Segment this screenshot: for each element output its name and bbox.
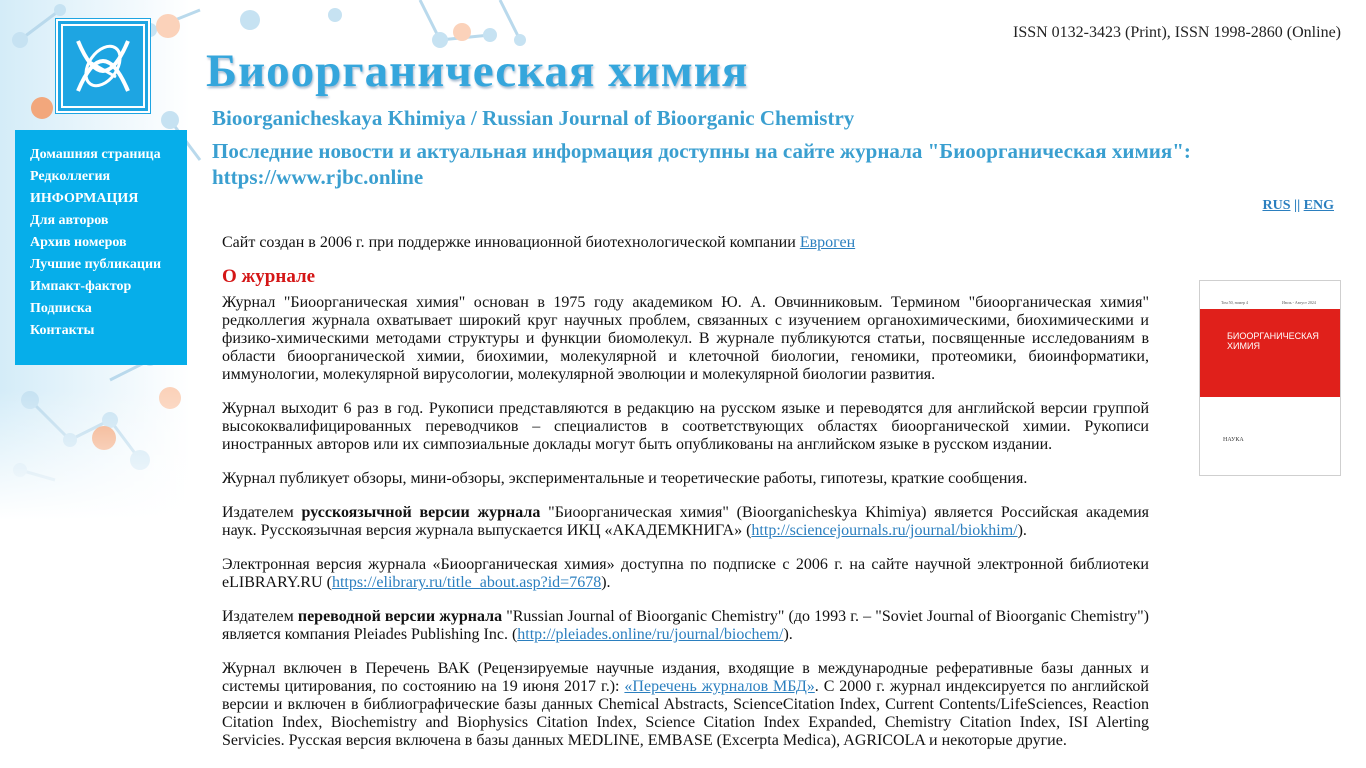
- p4-text-c: "Биоорганическая химия" (Bioorganicheskya Khimiya) является Российская академия наук. Русскоязычная версия журнала выпускается ИКЦ «АКАДЕМКНИГА» (: [222, 504, 1150, 539]
- cover-date: Июль - Август 2024: [1282, 300, 1316, 305]
- journal-announcement: Последние новости и актуальная информация доступны на сайте журнала "Биоорганическая химия": https://www.rjbc.online: [212, 139, 1191, 189]
- p7-text-b: . С 2000 г. журнал индексируется по английской версии и включен в библиографические базы данных Chemical Abstracts, ScienceCitation Index, Current Contents/LifeSciences, Reaction Citation Index, Biochemistry and Biophysics Citation Index, Science Citation Index Expanded, Chemistry Citation Index, ISI Alerting Servicies. Русская версия включена в базы данных MEDLINE, EMBASE (Excerpta Medica), AGRICOLA и некоторые другие.: [222, 678, 1149, 749]
- p4-text-a: Издателем: [222, 504, 302, 521]
- lang-separator: ||: [1293, 198, 1301, 213]
- intro-text: [222, 234, 1149, 252]
- logo-emblem-icon: [58, 21, 148, 111]
- cover-red-band: [1200, 309, 1340, 397]
- lang-eng-link[interactable]: ENG: [1303, 198, 1334, 213]
- issn-info: ISSN 0132-3423 (Print), ISSN 1998-2860 (Online): [1013, 24, 1341, 41]
- sidebar-item-home[interactable]: Домашняя страница: [30, 147, 161, 162]
- sidebar-item-information[interactable]: ИНФОРМАЦИЯ: [30, 191, 139, 206]
- p4-text-d: ).: [1017, 522, 1027, 539]
- about-paragraph-3: Журнал публикует обзоры, мини-обзоры, экспериментальные и теоретические работы, гипотезы, краткие сообщения.: [222, 470, 1028, 487]
- cover-title: БИООРГАНИЧЕСКАЯ ХИМИЯ: [1227, 331, 1319, 351]
- about-paragraph-1: Журнал "Биоорганическая химия" основан в 1975 году академиком Ю. А. Овчинниковым. Термином "биоорганическая химия" редколлегия журнала охватывает широкий круг научных проблем, связанных с изучением органохимическими, биохимическими и физико-химическими методами структуры и функции биомолекул. В журнале публикуются статьи, посвященные исследованиям в области биоорганической химии, биохимии, молекулярной и клеточной биологии, геномики, протеомики, биоинформатики, иммунологии, молекулярной вирусологии, молекулярной эволюции и молекулярной биологии развития.: [222, 294, 1149, 383]
- sidebar-item-for-authors[interactable]: Для авторов: [30, 213, 109, 228]
- p4-bold: русскоязычной версии журнала: [301, 504, 541, 521]
- language-switcher: [1262, 198, 1334, 214]
- cover-issue: Том 50, номер 4: [1221, 300, 1248, 305]
- p6-text-d: ).: [783, 626, 793, 643]
- main-content: [222, 234, 1149, 766]
- elibrary-link[interactable]: https://elibrary.ru/title_about.asp?id=7678: [331, 574, 602, 591]
- journal-subtitle-en: Bioorganicheskaya Khimiya / Russian Journal of Bioorganic Chemistry: [212, 106, 855, 130]
- sidebar-menu: [15, 130, 187, 365]
- p6-text-c: "Russian Journal of Bioorganic Chemistry" (до 1993 г. – "Soviet Journal of Bioorganic Chemistry") является компания Pleiades Publishing Inc. (: [222, 608, 1150, 643]
- about-paragraph-5: [222, 556, 1149, 592]
- pleiades-link[interactable]: http://pleiades.online/ru/journal/biochem/: [517, 626, 784, 643]
- sciencejournals-link[interactable]: http://sciencejournals.ru/journal/biokhim/: [751, 522, 1018, 539]
- p6-text-a: Издателем: [222, 608, 298, 625]
- lang-rus-link[interactable]: RUS: [1262, 198, 1291, 213]
- about-heading: О журнале: [222, 266, 316, 287]
- sidebar-item-archive[interactable]: Архив номеров: [30, 235, 127, 250]
- sidebar-item-impact-factor[interactable]: Импакт-фактор: [30, 279, 132, 294]
- about-paragraph-2: Журнал выходит 6 раз в год. Рукописи представляются в редакцию на русском языке и переводятся для английской версии группой высококвалифицированных переводчиков – специалистов в соответствующих областях биоорганической химии. Рукописи иностранных авторов или их симпозиальные доклады могут быть опубликованы на английском языке в русском издании.: [222, 400, 1149, 453]
- journal-logo[interactable]: [56, 19, 150, 113]
- p5-text-a: Электронная версия журнала «Биоорганическая химия» доступна по подписке с 2006 г. на сайте научной электронной библиотеки eLIBRARY.RU (: [222, 556, 1149, 591]
- sidebar-item-contacts[interactable]: Контакты: [30, 323, 95, 338]
- sidebar-item-best-publications[interactable]: Лучшие публикации: [30, 257, 162, 272]
- about-paragraph-7: [222, 660, 1149, 750]
- intro-label: Сайт создан в 2006 г. при поддержке инновационной биотехнологической компании: [222, 234, 800, 251]
- p7-text-a: Журнал включен в Перечень ВАК (Рецензируемые научные издания, входящие в международные реферативные базы данных и системы цитирования, по состоянию на 19 июня 2017 г.):: [222, 660, 1149, 695]
- sidebar-item-subscription[interactable]: Подписка: [30, 301, 92, 316]
- page-title: Биоорганическая химия: [206, 45, 749, 97]
- cover-publisher: НАУКА: [1223, 437, 1244, 443]
- about-paragraph-6: [222, 608, 1149, 644]
- sidebar-item-editorial-board[interactable]: Редколлегия: [30, 169, 111, 184]
- p5-text-b: ).: [601, 574, 611, 591]
- about-paragraph-4: [222, 504, 1149, 540]
- journal-cover-image[interactable]: [1199, 280, 1341, 476]
- mbd-list-link[interactable]: «Перечень журналов МБД»: [624, 678, 815, 695]
- p6-bold: переводной версии журнала: [297, 608, 503, 625]
- evrogen-link[interactable]: Евроген: [799, 234, 856, 251]
